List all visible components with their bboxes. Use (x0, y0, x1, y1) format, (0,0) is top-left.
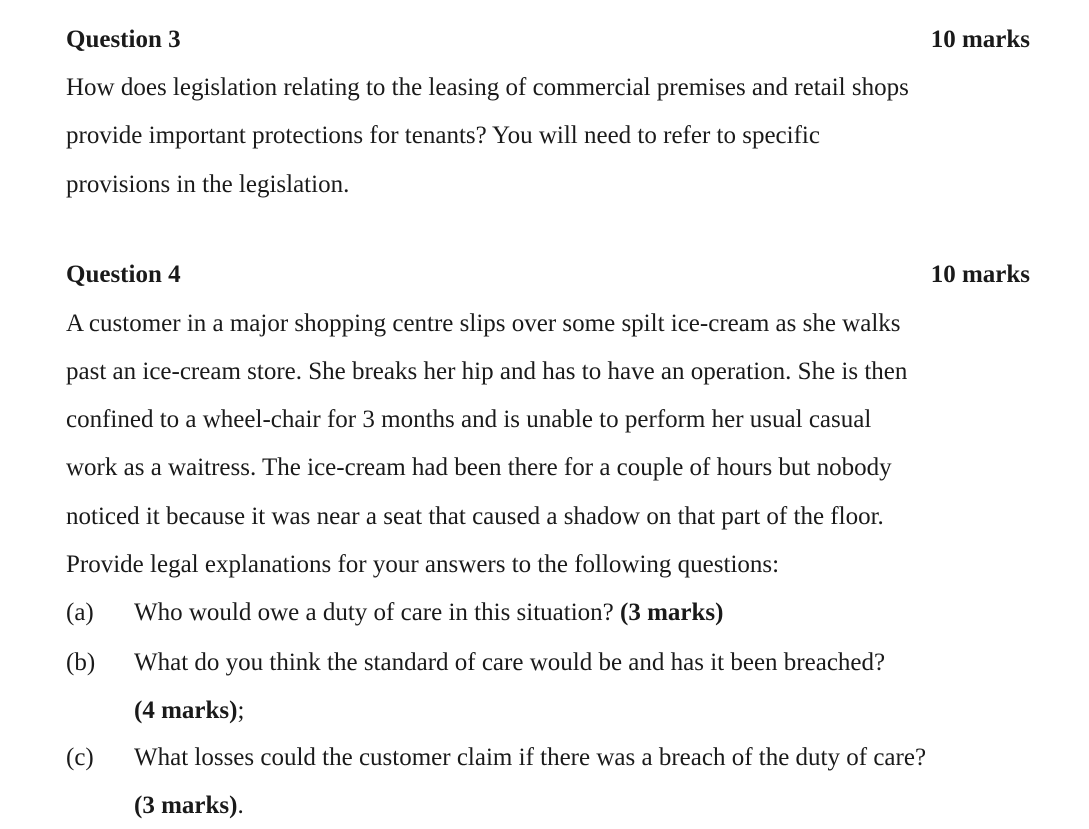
question-3-line-1: How does legislation relating to the leasing of commercial premises and retail shops (66, 74, 909, 101)
question-3-line-2: provide important protections for tenants? You will need to refer to specific (66, 122, 820, 149)
part-b-label: (b) (66, 649, 96, 676)
part-a-label: (a) (66, 599, 94, 626)
question-4-title: Question 4 (66, 261, 181, 288)
question-4-line-2: past an ice-cream store. She breaks her hip and has to have an operation. She is then (66, 358, 908, 385)
part-b-question: What do you think the standard of care would be and has it been breached? (134, 649, 886, 676)
part-a-question: Who would owe a duty of care in this situation? (134, 599, 620, 626)
question-3-marks: 10 marks (930, 26, 1030, 53)
question-4-line-3: confined to a wheel-chair for 3 months and is unable to perform her usual casual (66, 406, 872, 433)
question-4-line-6: Provide legal explanations for your answers to the following questions: (66, 551, 780, 578)
part-b-suffix: ; (237, 697, 245, 724)
part-c-question: What losses could the customer claim if there was a breach of the duty of care? (134, 744, 927, 771)
question-4-heading (66, 262, 1030, 287)
part-a-text (134, 600, 723, 625)
question-3-title: Question 3 (66, 26, 181, 53)
part-c-marks: (3 marks) (134, 792, 238, 819)
question-4-line-1: A customer in a major shopping centre slips over some spilt ice-cream as she walks (66, 310, 901, 337)
part-b-marks-line (134, 698, 244, 723)
question-4-line-5: noticed it because it was near a seat that caused a shadow on that part of the floor. (66, 503, 884, 530)
question-4-marks: 10 marks (930, 261, 1030, 288)
part-a-marks: (3 marks) (620, 599, 724, 626)
question-3-heading (66, 27, 1030, 52)
part-c-marks-line (134, 793, 244, 818)
part-b-marks: (4 marks) (134, 697, 238, 724)
question-3-line-3: provisions in the legislation. (66, 171, 350, 198)
part-c-suffix: . (237, 792, 244, 819)
part-c-label: (c) (66, 744, 94, 771)
question-4-line-4: work as a waitress. The ice-cream had been there for a couple of hours but nobody (66, 454, 892, 481)
